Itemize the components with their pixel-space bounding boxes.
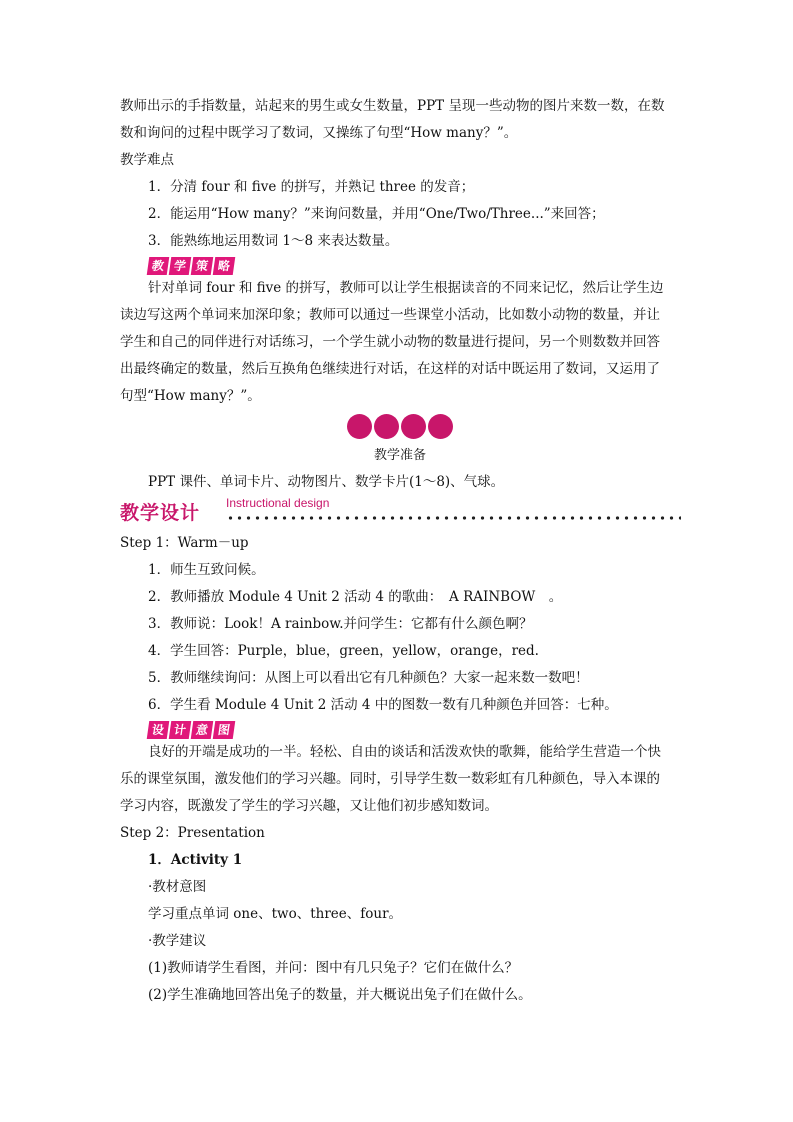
list-item: 2．能运用“How many？”来询问数量，并用“One/Two/Three...”来回答； (148, 206, 605, 222)
list-item: 5．教师继续询问：从图上可以看出它有几种颜色？大家一起来数一数吧！ (148, 670, 589, 686)
list-item: 1．师生互致问候。 (148, 562, 265, 578)
list-item: 3．教师说：Look！A rainbow.并问学生：它都有什么颜色啊？ (148, 616, 533, 632)
tag-char: 图 (213, 721, 236, 739)
list-item: 4．学生回答：Purple，blue，green，yellow，orange，red. (148, 643, 539, 659)
paragraph-line: 乐的课堂氛围，激发他们的学习兴趣。同时，引导学生数一数彩虹有几种颜色，导入本课的 (120, 771, 660, 787)
dotted-divider (226, 515, 681, 521)
tag-char: 设 (147, 721, 170, 739)
circle-icon (374, 414, 399, 439)
intent-tag (148, 721, 236, 739)
design-header (120, 498, 680, 530)
tag-char: 意 (191, 721, 214, 739)
paragraph-line: 良好的开端是成功的一半。轻松、自由的谈话和活泼欢快的歌舞，能给学生营造一个快 (148, 744, 661, 760)
circle-icon (347, 414, 372, 439)
activity-heading: 1．Activity 1 (148, 852, 243, 868)
circle-icon (428, 414, 453, 439)
circle-icon (401, 414, 426, 439)
paragraph-line: 句型“How many？”。 (120, 388, 261, 404)
advice-item: (1)教师请学生看图，并问：图中有几只兔子？它们在做什么？ (148, 960, 519, 976)
design-title: 教学设计 (120, 502, 201, 524)
step-heading: Step 1：Warm－up (120, 535, 249, 551)
decorative-circles-icon (120, 414, 680, 442)
intent-label: ·教材意图 (148, 879, 207, 895)
paragraph-line: 学生和自己的同伴进行对话练习，一个学生就小动物的数量进行提问，另一个则数数并回答 (120, 334, 660, 350)
list-item: 1．分清 four 和 five 的拼写，并熟记 three 的发音； (148, 179, 475, 195)
tag-char: 教 (147, 257, 170, 275)
intent-text: 学习重点单词 one、two、three、four。 (148, 906, 403, 922)
advice-label: ·教学建议 (148, 933, 207, 949)
paragraph-line: 针对单词 four 和 five 的拼写，教师可以让学生根据读音的不同来记忆，然后让学生边 (148, 280, 664, 296)
design-subtitle: Instructional design (226, 496, 330, 510)
preparation-heading: 教学准备 (373, 448, 426, 463)
tag-char: 策 (191, 257, 214, 275)
tag-char: 计 (169, 721, 192, 739)
preparation-text: PPT 课件、单词卡片、动物图片、数学卡片(1～8)、气球。 (148, 474, 505, 490)
strategy-tag (148, 257, 236, 275)
list-item: 2．教师播放 Module 4 Unit 2 活动 4 的歌曲： A RAINBOW 。 (148, 589, 563, 605)
document-page (120, 93, 680, 1009)
step-heading: Step 2：Presentation (120, 825, 265, 841)
list-item: 6．学生看 Module 4 Unit 2 活动 4 中的图数一数有几种颜色并回答：七种。 (148, 697, 618, 713)
tag-char: 略 (213, 257, 236, 275)
paragraph-line: 数和询问的过程中既学习了数词，又操练了句型“How many？”。 (120, 125, 518, 141)
paragraph-line: 学习内容，既激发了学生的学习兴趣，又让他们初步感知数词。 (120, 798, 498, 814)
tag-char: 学 (169, 257, 192, 275)
advice-item: (2)学生准确地回答出兔子的数量，并大概说出兔子们在做什么。 (148, 987, 532, 1003)
paragraph-line: 读边写这两个单词来加深印象；教师可以通过一些课堂小活动，比如数小动物的数量，并让 (120, 307, 660, 323)
section-heading: 教学难点 (120, 152, 174, 168)
paragraph-line: 出最终确定的数量，然后互换角色继续进行对话，在这样的对话中既运用了数词，又运用了 (120, 361, 660, 377)
list-item: 3．能熟练地运用数词 1～8 来表达数量。 (148, 233, 399, 249)
paragraph-line: 教师出示的手指数量，站起来的男生或女生数量，PPT 呈现一些动物的图片来数一数，在数 (120, 98, 665, 114)
